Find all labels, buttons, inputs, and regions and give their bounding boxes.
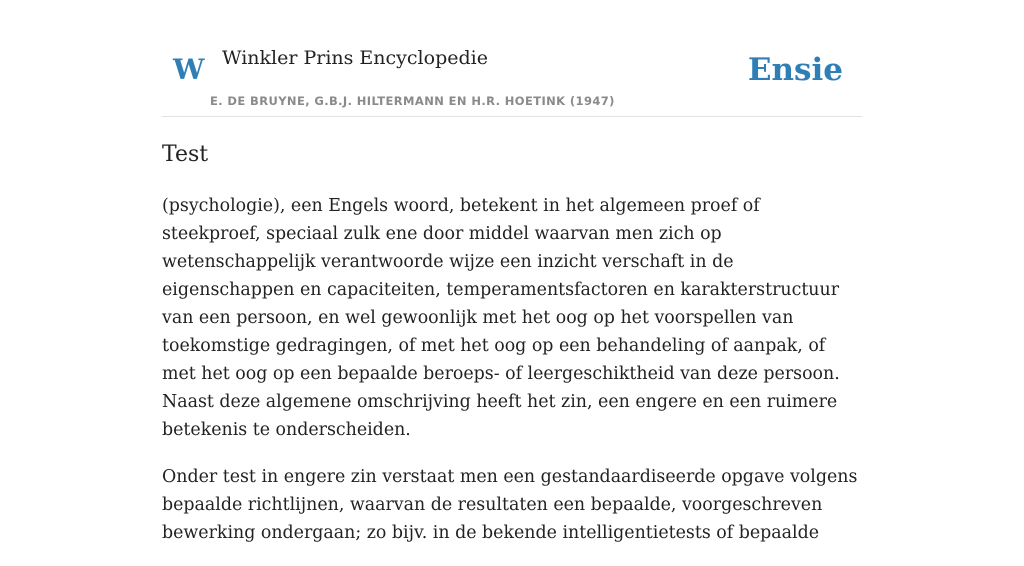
article-paragraph: (psychologie), een Engels woord, betekent in het algemeen proef of steekproef, speciaal zulk ene door middel waarvan men zich op wetenschappelijk verantwoorde wijze een inzicht verschaft in de eigenschappen en capaciteiten, temperamentsfactoren en karakterstructuur van een persoon, en wel gewoonlijk met het oog op het voorspellen van toekomstige gedragingen, of met het oog op een behandeling of aanpak, of met het oog op een bepaalde beroeps- of leergeschiktheid van deze persoon. Naast deze algemene omschrijving heeft het zin, een engere en een ruimere betekenis te onderscheiden. (162, 196, 840, 440)
source-authors: E. DE BRUYNE, G.B.J. HILTERMANN EN H.R. HOETINK (1947) (210, 94, 615, 108)
source-title-link[interactable]: Winkler Prins Encyclopedie (222, 47, 488, 69)
source-logo[interactable]: W (173, 53, 205, 86)
source-header (162, 0, 862, 117)
article-title: Test (162, 142, 209, 167)
article-paragraph: Onder test in engere zin verstaat men een gestandaardiseerde opgave volgens bepaalde richtlijnen, waarvan de resultaten een bepaalde, voorgeschreven bewerking ondergaan; zo bijv. in de bekende intelligentietests of bepaalde (162, 467, 858, 543)
brand-logo[interactable]: Ensie (747, 52, 843, 88)
article-body (162, 192, 862, 566)
